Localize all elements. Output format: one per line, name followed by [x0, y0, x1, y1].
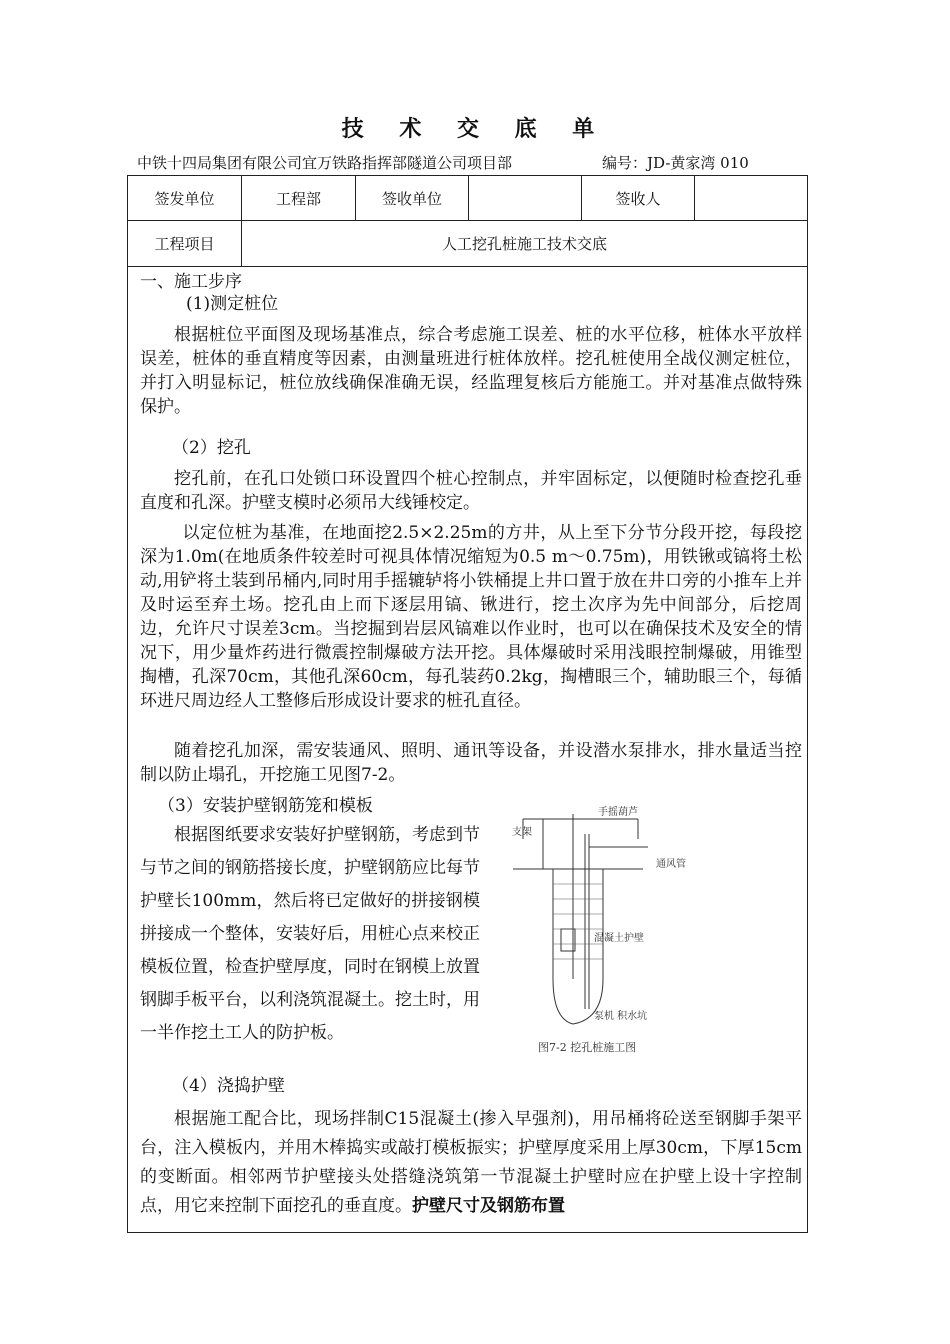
- step3-title: （3）安装护壁钢筋笼和模板: [158, 796, 373, 816]
- step4-title: （4）浇捣护壁: [172, 1076, 285, 1096]
- section-title: 一、施工步序: [140, 272, 242, 292]
- step3-paragraph: 根据图纸要求安装好护壁钢筋，考虑到节与节之间的钢筋搭接长度，护壁钢筋应比每节护壁长100mm，然后将已定做好的拼接钢模拼接成一个整体，安装好后，用桩心点来校正模板位置，检查护壁厚度，同时在钢模上放置钢脚手板平台，以利浇筑混凝土。挖土时，用一半作挖土工人的防护板。: [140, 825, 480, 1043]
- document-title: 技 术 交 底 单: [341, 116, 609, 142]
- step2-title: （2）挖孔: [172, 438, 251, 458]
- label-hoist: 手摇葫芦: [598, 807, 638, 818]
- label-vent: 通风管: [656, 859, 686, 870]
- step2-paragraph-2: 以定位桩为基准，在地面挖2.5×2.25m的方井，从上至下分节分段开挖，每段挖深为1.0m(在地质条件较差时可视具体情况缩短为0.5 m～0.75m)，用铁锹或镐将土松动,用铲将土装到吊桶内,同时用手摇辘轳将小铁桶提上井口置于放在井口旁的小推车上并及时运至弃土场。挖孔由上而下逐层用镐、锹进行，挖土次序为先中间部分，后挖周边，允许尺寸误差3cm。当挖掘到岩层风镐难以作业时，也可以在确保技术及安全的情况下，用少量炸药进行微震控制爆破方法开挖。具体爆破时采用浅眼控制爆破，用锥型掏槽，孔深70cm，其他孔深60cm，每孔装药0.2kg，掏槽眼三个，辅助眼三个，每循环进尺周边经人工整修后形成设计要求的桩孔直径。: [140, 523, 802, 711]
- issuing-unit-value: 工程部: [242, 176, 356, 220]
- step1-paragraph: 根据桩位平面图及现场基准点，综合考虑施工误差、桩的水平位移，桩体水平放样误差，桩体的垂直精度等因素，由测量班进行桩体放样。挖孔桩使用全战仪测定桩位，并打入明显标记，桩位放线确保准确无误，经监理复核后方能施工。并对基准点做特殊保护。: [140, 325, 802, 417]
- organization-name: 中铁十四局集团有限公司宜万铁路指挥部隧道公司项目部: [137, 154, 513, 172]
- header-row-project: [128, 221, 807, 267]
- step4-paragraph-bold: 护壁尺寸及钢筋布置: [412, 1196, 565, 1216]
- receiver-label: 签收人: [582, 176, 695, 220]
- step2-paragraph-3: 随着挖孔加深，需安装通风、照明、通讯等设备，并设潜水泵排水，排水量适当控制以防止塌孔，开挖施工见图7-2。: [140, 741, 802, 785]
- document-code: 编号：JD-黄家湾 010: [602, 154, 749, 172]
- label-frame: 支架: [512, 827, 532, 838]
- step4-paragraph: [140, 1105, 802, 1221]
- figure-caption: 图7-2 挖孔桩施工图: [538, 1041, 637, 1054]
- step4-paragraph-text: 根据施工配合比，现场拌制C15混凝土(掺入早强剂)，用吊桶将砼送至钢脚手架平台，注入模板内，并用木棒捣实或敲打模板振实；护壁厚度采用上厚30cm，下厚15cm的变断面。相邻两节护壁接头处搭缝浇筑第一节混凝土护壁时应在护壁上设十字控制点，用它来控制下面挖孔的垂直度。: [140, 1109, 802, 1216]
- step2-paragraph-1: 挖孔前，在孔口处锁口环设置四个桩心控制点，并牢固标定，以便随时检查挖孔垂直度和孔深。护壁支模时必须吊大线锤校定。: [140, 469, 802, 513]
- project-value: 人工挖孔桩施工技术交底: [441, 235, 607, 253]
- receiver-value: [695, 176, 807, 220]
- pile-excavation-figure: [503, 779, 653, 1039]
- issuing-unit-label: 签发单位: [128, 176, 242, 220]
- receiving-unit-value: [469, 176, 582, 220]
- label-wall: 混凝土护壁: [594, 933, 644, 944]
- project-label: 工程项目: [128, 221, 242, 266]
- label-pump: 泵机 积水坑: [594, 1011, 648, 1022]
- receiving-unit-label: 签收单位: [356, 176, 469, 220]
- step1-title: (1)测定桩位: [186, 294, 279, 314]
- header-row-units: [128, 176, 807, 221]
- disclosure-sheet: [127, 175, 808, 1233]
